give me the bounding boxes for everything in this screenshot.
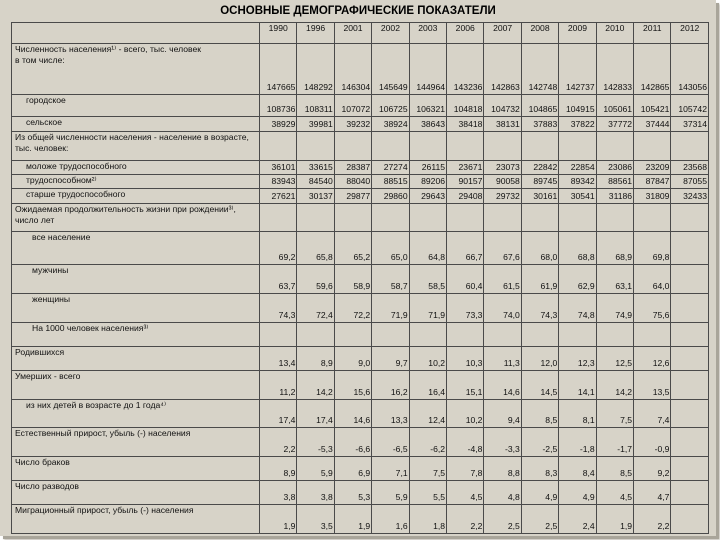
value-cell: 58,5 <box>409 265 446 294</box>
value-cell: 37314 <box>671 116 709 131</box>
value-cell: 142865 <box>634 44 671 95</box>
value-cell: 58,9 <box>334 265 371 294</box>
value-cell <box>596 132 633 161</box>
value-cell <box>372 203 409 232</box>
value-cell: 142833 <box>596 44 633 95</box>
table-row <box>12 370 709 399</box>
value-cell: 37772 <box>596 116 633 131</box>
value-cell: 14,2 <box>297 370 334 399</box>
value-cell <box>297 322 334 346</box>
value-cell <box>409 132 446 161</box>
value-cell <box>671 293 709 322</box>
year-header: 2012 <box>671 23 709 44</box>
value-cell: 8,3 <box>521 456 558 480</box>
value-cell: 146304 <box>334 44 371 95</box>
value-cell: 2,5 <box>521 505 558 534</box>
year-header: 2008 <box>521 23 558 44</box>
value-cell: 107072 <box>334 94 371 116</box>
value-cell: 10,2 <box>409 346 446 370</box>
value-cell: -2,5 <box>521 428 558 457</box>
value-cell: 89745 <box>521 175 558 189</box>
value-cell: 106321 <box>409 94 446 116</box>
value-cell: 14,6 <box>484 370 521 399</box>
value-cell <box>260 322 297 346</box>
table-row <box>12 189 709 203</box>
value-cell: 104818 <box>447 94 484 116</box>
table-row <box>12 456 709 480</box>
value-cell: 15,6 <box>334 370 371 399</box>
table-row <box>12 232 709 265</box>
value-cell: 7,5 <box>596 399 633 428</box>
table-row <box>12 505 709 534</box>
value-cell: 12,3 <box>559 346 596 370</box>
value-cell: 37822 <box>559 116 596 131</box>
value-cell <box>671 456 709 480</box>
value-cell: 1,8 <box>409 505 446 534</box>
value-cell: 14,1 <box>559 370 596 399</box>
value-cell: 90058 <box>484 175 521 189</box>
table-row <box>12 265 709 294</box>
value-cell: 10,3 <box>447 346 484 370</box>
value-cell: 38418 <box>447 116 484 131</box>
row-label: Число разводов <box>12 481 260 505</box>
value-cell: 68,9 <box>596 232 633 265</box>
value-cell: -5,3 <box>297 428 334 457</box>
value-cell: 147665 <box>260 44 297 95</box>
value-cell: 31186 <box>596 189 633 203</box>
value-cell: 12,6 <box>634 346 671 370</box>
value-cell <box>484 132 521 161</box>
value-cell: 61,9 <box>521 265 558 294</box>
value-cell: 8,8 <box>484 456 521 480</box>
value-cell <box>671 322 709 346</box>
value-cell: 58,7 <box>372 265 409 294</box>
value-cell <box>372 322 409 346</box>
row-label: Естественный прирост, убыль (-) населения <box>12 428 260 457</box>
value-cell <box>596 322 633 346</box>
value-cell: 29860 <box>372 189 409 203</box>
table-row <box>12 322 709 346</box>
value-cell: 4,5 <box>447 481 484 505</box>
value-cell <box>671 203 709 232</box>
value-cell: 104865 <box>521 94 558 116</box>
year-header: 1996 <box>297 23 334 44</box>
value-cell: 63,7 <box>260 265 297 294</box>
value-cell <box>521 132 558 161</box>
value-cell: 74,0 <box>484 293 521 322</box>
value-cell: 64,0 <box>634 265 671 294</box>
value-cell: 1,6 <box>372 505 409 534</box>
value-cell: 66,7 <box>447 232 484 265</box>
value-cell: 15,1 <box>447 370 484 399</box>
value-cell: 12,0 <box>521 346 558 370</box>
value-cell: 74,3 <box>260 293 297 322</box>
value-cell: 105421 <box>634 94 671 116</box>
value-cell <box>334 322 371 346</box>
value-cell: 9,2 <box>634 456 671 480</box>
table-row <box>12 481 709 505</box>
value-cell <box>521 203 558 232</box>
value-cell: 7,1 <box>372 456 409 480</box>
value-cell: -0,9 <box>634 428 671 457</box>
row-label: Из общей численности населения - население в возрасте, тыс. человек: <box>12 132 260 161</box>
value-cell <box>671 399 709 428</box>
value-cell <box>409 203 446 232</box>
value-cell: 1,9 <box>596 505 633 534</box>
value-cell <box>671 132 709 161</box>
value-cell: 142737 <box>559 44 596 95</box>
value-cell <box>447 203 484 232</box>
value-cell: 30161 <box>521 189 558 203</box>
value-cell: 3,5 <box>297 505 334 534</box>
value-cell: -1,8 <box>559 428 596 457</box>
value-cell <box>521 322 558 346</box>
row-label: Родившихся <box>12 346 260 370</box>
value-cell: 33615 <box>297 160 334 174</box>
value-cell: 68,8 <box>559 232 596 265</box>
value-cell: 2,4 <box>559 505 596 534</box>
row-label: моложе трудоспособного <box>12 160 260 174</box>
value-cell: 23209 <box>634 160 671 174</box>
value-cell: 2,2 <box>447 505 484 534</box>
value-cell: 11,3 <box>484 346 521 370</box>
value-cell: 2,2 <box>634 505 671 534</box>
value-cell: 142748 <box>521 44 558 95</box>
value-cell: 75,6 <box>634 293 671 322</box>
value-cell: 22842 <box>521 160 558 174</box>
value-cell: 145649 <box>372 44 409 95</box>
value-cell <box>671 370 709 399</box>
value-cell: 4,9 <box>559 481 596 505</box>
year-header: 2001 <box>334 23 371 44</box>
value-cell: 104915 <box>559 94 596 116</box>
value-cell: 39981 <box>297 116 334 131</box>
row-label: городское <box>12 94 260 116</box>
year-header: 2007 <box>484 23 521 44</box>
row-label: Миграционный прирост, убыль (-) населения <box>12 505 260 534</box>
value-cell: 30541 <box>559 189 596 203</box>
value-cell: 59,6 <box>297 265 334 294</box>
value-cell: 12,5 <box>596 346 633 370</box>
value-cell: 17,4 <box>260 399 297 428</box>
value-cell <box>334 132 371 161</box>
value-cell: 23671 <box>447 160 484 174</box>
row-label: Число браков <box>12 456 260 480</box>
value-cell: 87847 <box>634 175 671 189</box>
year-header: 2009 <box>559 23 596 44</box>
value-cell: 5,9 <box>297 456 334 480</box>
value-cell: 6,9 <box>334 456 371 480</box>
value-cell: 2,2 <box>260 428 297 457</box>
value-cell: 37444 <box>634 116 671 131</box>
value-cell <box>671 505 709 534</box>
value-cell <box>671 232 709 265</box>
value-cell: 72,4 <box>297 293 334 322</box>
value-cell: 74,9 <box>596 293 633 322</box>
value-cell: 90157 <box>447 175 484 189</box>
value-cell: 13,4 <box>260 346 297 370</box>
value-cell: 9,7 <box>372 346 409 370</box>
value-cell: 89342 <box>559 175 596 189</box>
table-row <box>12 428 709 457</box>
value-cell: 1,9 <box>334 505 371 534</box>
value-cell <box>447 322 484 346</box>
table-row <box>12 94 709 116</box>
value-cell: 38643 <box>409 116 446 131</box>
value-cell: 65,0 <box>372 232 409 265</box>
value-cell: 104732 <box>484 94 521 116</box>
value-cell <box>596 203 633 232</box>
value-cell: 83943 <box>260 175 297 189</box>
table-row <box>12 160 709 174</box>
value-cell: 84540 <box>297 175 334 189</box>
value-cell: 63,1 <box>596 265 633 294</box>
value-cell: 67,6 <box>484 232 521 265</box>
table-row <box>12 399 709 428</box>
value-cell: 13,3 <box>372 399 409 428</box>
value-cell: 27621 <box>260 189 297 203</box>
value-cell: 5,3 <box>334 481 371 505</box>
value-cell: 16,2 <box>372 370 409 399</box>
value-cell <box>671 265 709 294</box>
value-cell: 23568 <box>671 160 709 174</box>
row-label: трудоспособном²⁾ <box>12 175 260 189</box>
value-cell: 65,2 <box>334 232 371 265</box>
value-cell: 108736 <box>260 94 297 116</box>
row-label: На 1000 человек населения³⁾ <box>12 322 260 346</box>
value-cell: 69,8 <box>634 232 671 265</box>
value-cell: 7,4 <box>634 399 671 428</box>
value-cell <box>484 322 521 346</box>
row-label: из них детей в возрасте до 1 года⁴⁾ <box>12 399 260 428</box>
demographic-table <box>11 22 709 534</box>
value-cell: 143056 <box>671 44 709 95</box>
value-cell: -6,6 <box>334 428 371 457</box>
value-cell: 38924 <box>372 116 409 131</box>
value-cell: 69,2 <box>260 232 297 265</box>
value-cell: 105742 <box>671 94 709 116</box>
value-cell <box>260 132 297 161</box>
value-cell: 4,5 <box>596 481 633 505</box>
value-cell: 1,9 <box>260 505 297 534</box>
value-cell: 4,8 <box>484 481 521 505</box>
row-label: старше трудоспособного <box>12 189 260 203</box>
table-row <box>12 346 709 370</box>
value-cell: 38131 <box>484 116 521 131</box>
value-cell: 37883 <box>521 116 558 131</box>
row-label: женщины <box>12 293 260 322</box>
value-cell: 32433 <box>671 189 709 203</box>
header-label-cell <box>12 23 260 44</box>
year-header: 2011 <box>634 23 671 44</box>
value-cell: 29877 <box>334 189 371 203</box>
value-cell: 27274 <box>372 160 409 174</box>
value-cell: 29732 <box>484 189 521 203</box>
value-cell: 71,9 <box>372 293 409 322</box>
value-cell: 4,9 <box>521 481 558 505</box>
row-label: Численность населения¹⁾ - всего, тыс. человек в том числе: <box>12 44 260 95</box>
value-cell <box>559 203 596 232</box>
value-cell: 142863 <box>484 44 521 95</box>
value-cell: 12,4 <box>409 399 446 428</box>
value-cell: 26115 <box>409 160 446 174</box>
value-cell: 89206 <box>409 175 446 189</box>
value-cell: 28387 <box>334 160 371 174</box>
value-cell: 68,0 <box>521 232 558 265</box>
value-cell <box>260 203 297 232</box>
value-cell: 64,8 <box>409 232 446 265</box>
value-cell <box>671 481 709 505</box>
value-cell: 74,3 <box>521 293 558 322</box>
value-cell: 30137 <box>297 189 334 203</box>
value-cell: 14,2 <box>596 370 633 399</box>
value-cell <box>447 132 484 161</box>
value-cell: 5,5 <box>409 481 446 505</box>
value-cell <box>634 203 671 232</box>
value-cell: 65,8 <box>297 232 334 265</box>
table-title: ОСНОВНЫЕ ДЕМОГРАФИЧЕСКИЕ ПОКАЗАТЕЛИ <box>220 5 496 17</box>
value-cell: 17,4 <box>297 399 334 428</box>
value-cell: 5,9 <box>372 481 409 505</box>
value-cell: 106725 <box>372 94 409 116</box>
value-cell <box>559 322 596 346</box>
value-cell: 8,9 <box>297 346 334 370</box>
row-label: все население <box>12 232 260 265</box>
year-header: 2006 <box>447 23 484 44</box>
value-cell: 22854 <box>559 160 596 174</box>
header-row <box>12 23 709 44</box>
value-cell <box>559 132 596 161</box>
value-cell: 8,9 <box>260 456 297 480</box>
value-cell: 14,5 <box>521 370 558 399</box>
table-row <box>12 203 709 232</box>
value-cell: -3,3 <box>484 428 521 457</box>
value-cell: 8,1 <box>559 399 596 428</box>
value-cell: 88561 <box>596 175 633 189</box>
value-cell <box>634 322 671 346</box>
value-cell: 61,5 <box>484 265 521 294</box>
table-row <box>12 44 709 95</box>
value-cell: 14,6 <box>334 399 371 428</box>
value-cell: 88515 <box>372 175 409 189</box>
table-row <box>12 175 709 189</box>
value-cell: 144964 <box>409 44 446 95</box>
value-cell: -4,8 <box>447 428 484 457</box>
value-cell: 88040 <box>334 175 371 189</box>
value-cell: 105061 <box>596 94 633 116</box>
value-cell: 11,2 <box>260 370 297 399</box>
value-cell: 23086 <box>596 160 633 174</box>
value-cell <box>671 428 709 457</box>
year-header: 2002 <box>372 23 409 44</box>
value-cell: 39232 <box>334 116 371 131</box>
row-label: Умерших - всего <box>12 370 260 399</box>
value-cell: 143236 <box>447 44 484 95</box>
value-cell: 29408 <box>447 189 484 203</box>
value-cell: 73,3 <box>447 293 484 322</box>
value-cell: 62,9 <box>559 265 596 294</box>
value-cell: -6,5 <box>372 428 409 457</box>
value-cell: -6,2 <box>409 428 446 457</box>
value-cell: 8,4 <box>559 456 596 480</box>
value-cell: 108311 <box>297 94 334 116</box>
value-cell: -1,7 <box>596 428 633 457</box>
year-header: 2003 <box>409 23 446 44</box>
value-cell: 8,5 <box>596 456 633 480</box>
value-cell <box>334 203 371 232</box>
value-cell <box>409 322 446 346</box>
value-cell <box>297 203 334 232</box>
table-row <box>12 116 709 131</box>
year-header: 2010 <box>596 23 633 44</box>
value-cell <box>634 132 671 161</box>
value-cell: 38929 <box>260 116 297 131</box>
table-row <box>12 132 709 161</box>
value-cell: 72,2 <box>334 293 371 322</box>
value-cell: 4,7 <box>634 481 671 505</box>
row-label: сельское <box>12 116 260 131</box>
row-label: Ожидаемая продолжительность жизни при рождении³⁾, число лет <box>12 203 260 232</box>
table-row <box>12 293 709 322</box>
value-cell: 10,2 <box>447 399 484 428</box>
value-cell: 36101 <box>260 160 297 174</box>
value-cell: 23073 <box>484 160 521 174</box>
value-cell: 87055 <box>671 175 709 189</box>
value-cell: 7,5 <box>409 456 446 480</box>
value-cell: 8,5 <box>521 399 558 428</box>
year-header: 1990 <box>260 23 297 44</box>
value-cell: 13,5 <box>634 370 671 399</box>
row-label: мужчины <box>12 265 260 294</box>
value-cell: 7,8 <box>447 456 484 480</box>
value-cell: 3,8 <box>297 481 334 505</box>
value-cell: 9,0 <box>334 346 371 370</box>
value-cell <box>297 132 334 161</box>
value-cell: 29643 <box>409 189 446 203</box>
value-cell: 9,4 <box>484 399 521 428</box>
value-cell: 16,4 <box>409 370 446 399</box>
value-cell: 74,8 <box>559 293 596 322</box>
value-cell: 148292 <box>297 44 334 95</box>
value-cell <box>372 132 409 161</box>
value-cell: 31809 <box>634 189 671 203</box>
value-cell: 3,8 <box>260 481 297 505</box>
value-cell: 2,5 <box>484 505 521 534</box>
value-cell: 60,4 <box>447 265 484 294</box>
value-cell: 71,9 <box>409 293 446 322</box>
value-cell <box>671 346 709 370</box>
value-cell <box>484 203 521 232</box>
